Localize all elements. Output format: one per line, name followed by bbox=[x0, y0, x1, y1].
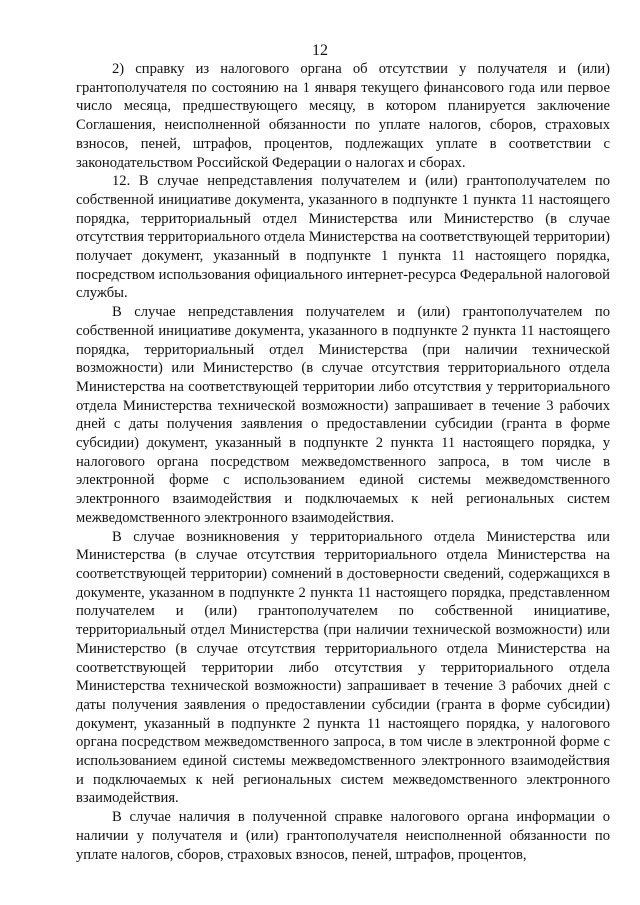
paragraph-tax-debt-info: В случае наличия в полученной справке налогового органа информации о наличии у получателя и (или) грантополучателя неисполненной обязанности по уплате налогов, сборов, страховых взносов, пеней, штрафов, процентов, bbox=[76, 809, 610, 863]
paragraph-doubts-reliability: В случае возникновения у территориального отдела Министерства или Министерства (в случае отсутствия территориального отдела Министерства на соответствующей территории) сомнений в достоверности сведений, содержащихся в документе, указанном в подпункте 2 пункта 11 настоящего порядка, представленном получателем и (или) грантополучателем по собственной инициативе, территориальный отдел Министерства (при наличии технической возможности) или Министерство (в случае отсутствия территориального отдела Министерства на соответствующей территории либо отсутствия у территориального отдела Министерства технической возможности) запрашивает в течение 3 рабочих дней с даты получения заявления о предоставлении субсидии (гранта в форме субсидии) документ, указанный в подпункте 2 пункта 11 настоящего порядка, у налогового органа посредством межведомственного запроса, в том числе в электронной форме с использованием единой системы межведомственного электронного взаимодействия и подключаемых к ней региональных систем межведомственного электронного взаимодействия. bbox=[76, 528, 610, 807]
document-body bbox=[76, 60, 610, 864]
paragraph-subpoint-2: 2) справку из налогового органа об отсутствии у получателя и (или) грантополучателя по состоянию на 1 января текущего финансового года или первое число месяца, предшествующего месяцу, в котором планируется заключение Соглашения, неисполненной обязанности по уплате налогов, сборов, страховых взносов, пеней, штрафов, процентов, подлежащих уплате в соответствии с законодательством Российской Федерации о налогах и сборах. bbox=[76, 61, 610, 171]
paragraph-point-12: 12. В случае непредставления получателем и (или) грантополучателем по собственной инициативе документа, указанного в подпункте 1 пункта 11 настоящего порядка, территориальный отдел Министерства или Министерство (в случае отсутствия территориального отдела Министерства на соответствующей территории) получает документ, указанный в подпункте 1 пункта 11 настоящего порядка, посредством использования официального интернет-ресурса Федеральной налоговой службы. bbox=[76, 173, 610, 302]
page-number: 12 bbox=[312, 42, 328, 59]
paragraph-non-submission-subpoint-2: В случае непредставления получателем и (или) грантополучателем по собственной инициативе документа, указанного в подпункте 2 пункта 11 настоящего порядка, территориальный отдел Министерства (при наличии технической возможности) или Министерство (в случае отсутствия территориального отдела Министерства на соответствующей территории либо отсутствия у территориального отдела Министерства технической возможности) запрашивает в течение 3 рабочих дней с даты получения заявления о предоставлении субсидии (гранта в форме субсидии) документ, указанный в подпункте 2 пункта 11 настоящего порядка, у налогового органа посредством межведомственного запроса, в том числе в электронной форме с использованием единой системы межведомственного электронного взаимодействия и подключаемых к ней региональных систем межведомственного электронного взаимодействия. bbox=[76, 304, 610, 526]
